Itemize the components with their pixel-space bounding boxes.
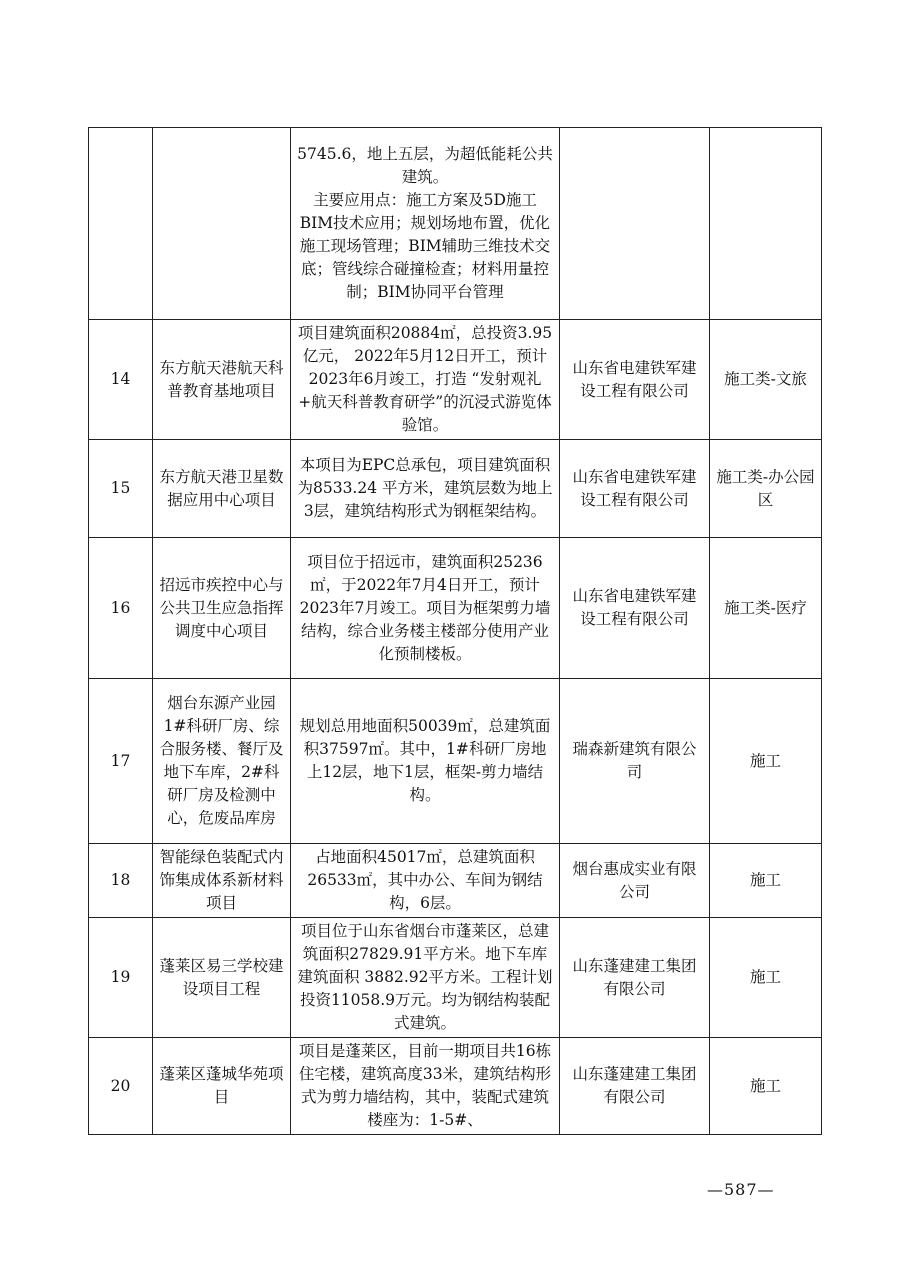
table-row xyxy=(89,128,822,320)
project-type: 施工类-医疗 xyxy=(710,538,822,679)
table-row xyxy=(89,320,822,440)
row-number: 14 xyxy=(89,320,153,440)
description-paragraph: 5745.6，地上五层，为超低能耗公共建筑。 xyxy=(297,145,553,186)
description-paragraph: 主要应用点：施工方案及5D施工BIM技术应用；规划场地布置，优化施工现场管理；BIM辅助三维技术交底；管线综合碰撞检查；材料用量控制；BIM协同平台管理 xyxy=(299,191,551,301)
row-number: 18 xyxy=(89,844,153,918)
table-row xyxy=(89,538,822,679)
company-name: 山东蓬建建工集团有限公司 xyxy=(560,918,710,1038)
project-name: 智能绿色装配式内饰集成体系新材料项目 xyxy=(153,844,291,918)
row-number: 15 xyxy=(89,440,153,538)
project-description: 占地面积45017㎡，总建筑面积26533㎡，其中办公、车间为钢结构，6层。 xyxy=(291,844,560,918)
table-row xyxy=(89,844,822,918)
project-name: 招远市疾控中心与公共卫生应急指挥调度中心项目 xyxy=(153,538,291,679)
company-name: 山东省电建铁军建设工程有限公司 xyxy=(560,538,710,679)
project-type: 施工类-办公园区 xyxy=(710,440,822,538)
project-table xyxy=(88,127,822,1135)
project-name xyxy=(153,128,291,320)
company-name: 烟台惠成实业有限公司 xyxy=(560,844,710,918)
project-description xyxy=(291,128,560,320)
row-number: 16 xyxy=(89,538,153,679)
table-row xyxy=(89,918,822,1038)
company-name xyxy=(560,128,710,320)
project-type: 施工类-文旅 xyxy=(710,320,822,440)
row-number: 19 xyxy=(89,918,153,1038)
company-name: 瑞森新建筑有限公司 xyxy=(560,679,710,844)
company-name: 山东蓬建建工集团有限公司 xyxy=(560,1038,710,1135)
company-name: 山东省电建铁军建设工程有限公司 xyxy=(560,320,710,440)
table-row xyxy=(89,1038,822,1135)
page-number: —587— xyxy=(707,1180,775,1199)
project-type: 施工 xyxy=(710,918,822,1038)
project-description: 项目位于招远市，建筑面积25236㎡，于2022年7月4日开工，预计2023年7月竣工。项目为框架剪力墙结构，综合业务楼主楼部分使用产业化预制楼板。 xyxy=(291,538,560,679)
table-row xyxy=(89,440,822,538)
row-number xyxy=(89,128,153,320)
row-number: 20 xyxy=(89,1038,153,1135)
project-description: 项目是蓬莱区，目前一期项目共16栋住宅楼，建筑高度33米，建筑结构形式为剪力墙结构，其中，装配式建筑楼座为：1-5#、 xyxy=(291,1038,560,1135)
project-type: 施工 xyxy=(710,679,822,844)
project-name: 东方航天港航天科普教育基地项目 xyxy=(153,320,291,440)
table-row xyxy=(89,679,822,844)
project-description: 项目建筑面积20884㎡，总投资3.95亿元， 2022年5月12日开工，预计2023年6月竣工，打造 “发射观礼+航天科普教育研学”的沉浸式游览体验馆。 xyxy=(291,320,560,440)
project-type: 施工 xyxy=(710,1038,822,1135)
project-name: 蓬莱区蓬城华苑项目 xyxy=(153,1038,291,1135)
row-number: 17 xyxy=(89,679,153,844)
project-description: 本项目为EPC总承包，项目建筑面积为8533.24 平方米，建筑层数为地上 3层，建筑结构形式为钢框架结构。 xyxy=(291,440,560,538)
project-name: 烟台东源产业园1#科研厂房、综合服务楼、餐厅及地下车库，2#科研厂房及检测中心，危废品库房 xyxy=(153,679,291,844)
project-description: 项目位于山东省烟台市蓬莱区，总建筑面积27829.91平方米。地下车库建筑面积 3882.92平方米。工程计划投资11058.9万元。均为钢结构装配式建筑。 xyxy=(291,918,560,1038)
project-type: 施工 xyxy=(710,844,822,918)
project-description: 规划总用地面积50039㎡，总建筑面积37597㎡。其中，1#科研厂房地上12层，地下1层，框架-剪力墙结构。 xyxy=(291,679,560,844)
project-name: 东方航天港卫星数据应用中心项目 xyxy=(153,440,291,538)
project-name: 蓬莱区易三学校建设项目工程 xyxy=(153,918,291,1038)
company-name: 山东省电建铁军建设工程有限公司 xyxy=(560,440,710,538)
project-type xyxy=(710,128,822,320)
